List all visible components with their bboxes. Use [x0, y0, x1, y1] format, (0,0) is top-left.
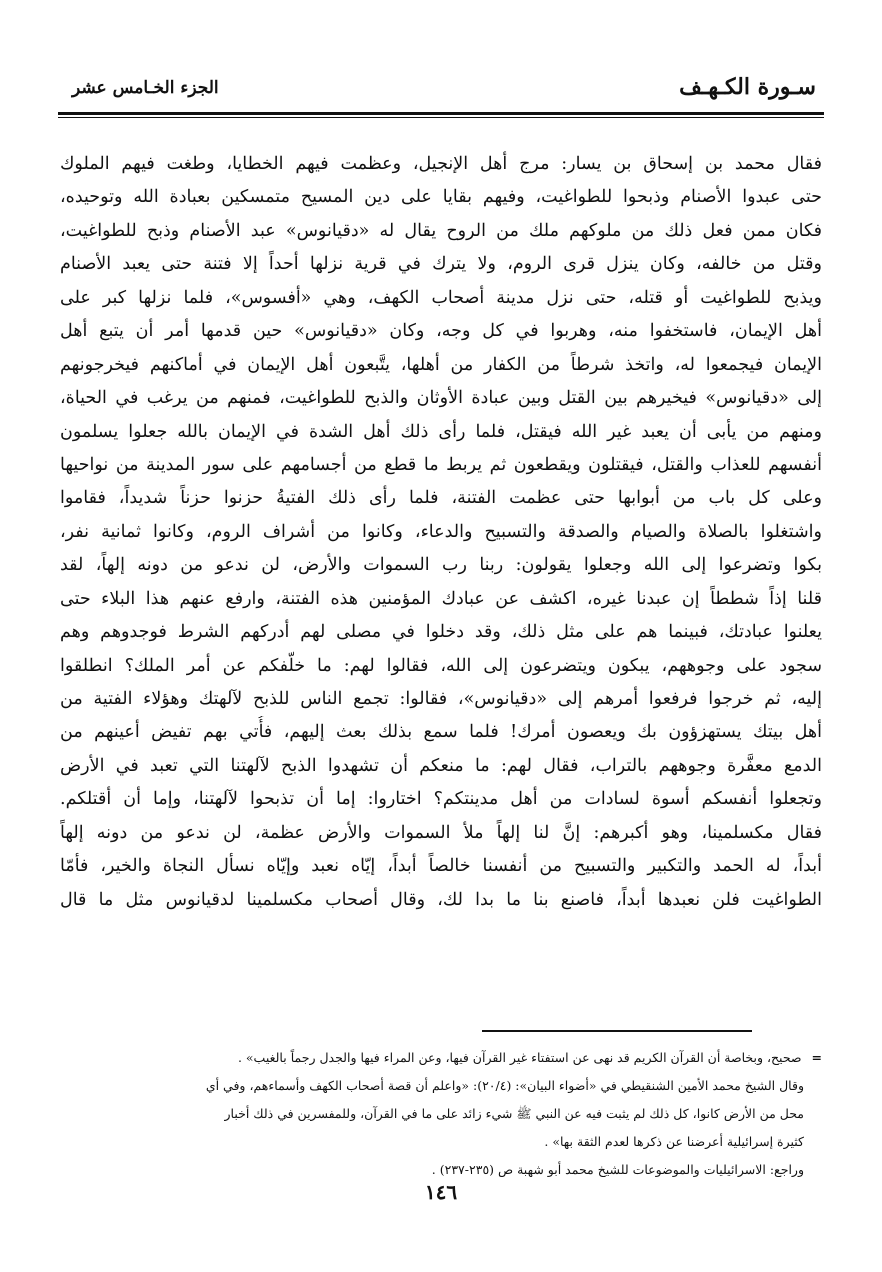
text-line: فكان ممن فعل ذلك من ملوكهم ملك من الروح يقال له «دقيانوس» عبد الأصنام وذبح للطواغيت، [60, 220, 822, 241]
text-line: الدمع معفَّرة وجوههم بالتراب، فقال لهم: ما منعكم أن تشهدوا الذبح لآلهتنا التي تعبد في الأرض [60, 755, 822, 776]
text-line: أهل الإيمان، فاستخفوا منه، وهربوا في كل وجه، وكان «دقيانوس» حين قدمها أمر أن يتبع أهل [60, 321, 822, 342]
text-line: وعلى كل باب من أبوابها حتى عظمت الفتنة، فلما رأى ذلك الفتيةُ حزنوا حزناً شديداً، فقاموا [60, 488, 822, 509]
text-line: يعلنوا عبادتك، فبينما هم على مثل ذلك، وقد دخلوا في مصلى لهم أدركهم الشرط فوجدوهم وهم [60, 622, 822, 643]
text-line: ومنهم من يأبى أن يعبد غير الله فيقتل، فلما رأى ذلك أهل الشدة في الإيمان بالله جعلوا يسلمون [60, 421, 822, 442]
text-line: قلنا إذاً شططاً إن عبدنا غيره، اكشف عن عبادك المؤمنين هذه الفتنة، وارفع عنهم هذا البلاء حتى [60, 588, 822, 609]
text-line: أهل بيتك يستهزؤون بك ويعصون أمرك! فلما سمع بذلك بعث إليهم، فأُتي بهم تفيض أعينهم من [60, 722, 822, 743]
header-rule [58, 112, 824, 115]
text-line: واشتغلوا بالصلاة والصيام والصدقة والتسبيح والدعاء، وكانوا من أشراف الروم، وكانوا ثمانية نفر، [60, 521, 822, 542]
text-line: حتى عبدوا الأصنام وذبحوا للطواغيت، وفيهم بقايا على دين المسيح متمسكين بعبادة الله وتوحيده، [60, 187, 822, 208]
page-header [60, 68, 824, 118]
footnote-line [60, 1044, 822, 1072]
text-line: الطواغيت فلن نعبدها أبداً، فاصنع بنا ما بدا لك، وقال أصحاب مكسلمينا لدقيانوس مثل ما قال [60, 889, 822, 910]
text-line: إلى «دقيانوس» فيخيرهم بين القتل وبين عبادة الأوثان والذبح للطواغيت، فمنهم من يرغب في الحياة، [60, 388, 822, 409]
footnote-separator [482, 1030, 752, 1032]
footnotes [60, 1044, 822, 1184]
text-line: سجود على وجوههم، يبكون ويتضرعون إلى الله، فقالوا لهم: ما خلّفكم عن أمر الملك؟ انطلقوا [60, 655, 822, 676]
text-line: وقتل من خالفه، وكان ينزل قرى الروم، ولا يترك في قرية نزلها أحداً إلا فتنة حتى يعبد الأصنام [60, 254, 822, 275]
text-line: إليه، ثم خرجوا فرفعوا أمرهم إلى «دقيانوس»، فقالوا: تجمع الناس للذبح لآلهتك وهؤلاء الفتية من [60, 689, 822, 709]
text-line: أبداً، له الحمد والتكبير والتسبيح من أنفسنا خالصاً أبداً، إيّاه نعبد وإيّاه نسأل النجاة والخير، فأمّا [60, 856, 822, 877]
footnote-continuation-marker: = [811, 1050, 822, 1065]
footnote-line: وقال الشيخ محمد الأمين الشنقيطي في «أضواء البيان»: (٢٠/٤): «واعلم أن قصة أصحاب الكهف وأسماءهم، وفي أي [205, 1078, 804, 1093]
text-line: ويذبح للطواغيت أو قتله، حتى نزل مدينة أصحاب الكهف، وهي «أفسوس»، فلما نزلها كبر على [60, 287, 822, 308]
text-line: فقال مكسلمينا، وهو أكبرهم: إنَّ لنا إلهاً ملأ السموات والأرض عظمة، لن ندعو من دونه إلهاً [60, 822, 822, 843]
footnote-line: محل من الأرض كانوا، كل ذلك لم يثبت فيه عن النبي ﷺ شيء زائد على ما في القرآن، وللمفسرين في ذلك أخبار [224, 1106, 804, 1121]
footnote-text: صحيح، وبخاصة أن القرآن الكريم قد نهى عن استفتاء غير القرآن فيها، وعن المراء فيها والجدل رجماً بالغيب» . [237, 1050, 802, 1065]
text-line: أنفسهم للعذاب والقتل، فيقتلون ويقطعون ثم يربط ما قطع من أجسامهم على سور المدينة من نواحيها [60, 454, 822, 475]
page-number: ١٤٦ [424, 1180, 458, 1204]
text-line: فقال محمد بن إسحاق بن يسار: مرج أهل الإنجيل، وعظمت فيهم الخطايا، وطغت فيهم الملوك [60, 154, 822, 174]
text-line: وتجعلوا أنفسكم أسوة لسادات من أهل مدينتكم؟ اختاروا: إما أن تذبحوا لآلهتنا، وإما أن أقتلكم. [60, 789, 822, 810]
header-rule-thin [58, 117, 824, 118]
juz-title: الجزء الخـامس عشر [72, 78, 219, 98]
main-text [60, 148, 822, 917]
surah-title: سـورة الكـهـف [679, 74, 816, 100]
text-line: الإيمان فيجمعوا له، واتخذ شرطاً من الكفار من أهلها، يتَّبعون أهل الإيمان في أماكنهم فيخرجونهم [60, 354, 822, 375]
footnote-line: وراجع: الاسرائيليات والموضوعات للشيخ محمد أبو شهبة ص (٢٣٥-٢٣٧) . [431, 1162, 804, 1177]
text-line: بكوا وتضرعوا إلى الله وجعلوا يقولون: ربنا رب السموات والأرض، لن ندعو من دونه إلهاً، لقد [60, 555, 822, 576]
footnote-line: كثيرة إسرائيلية أعرضنا عن ذكرها لعدم الثقة بها» . [544, 1134, 804, 1149]
